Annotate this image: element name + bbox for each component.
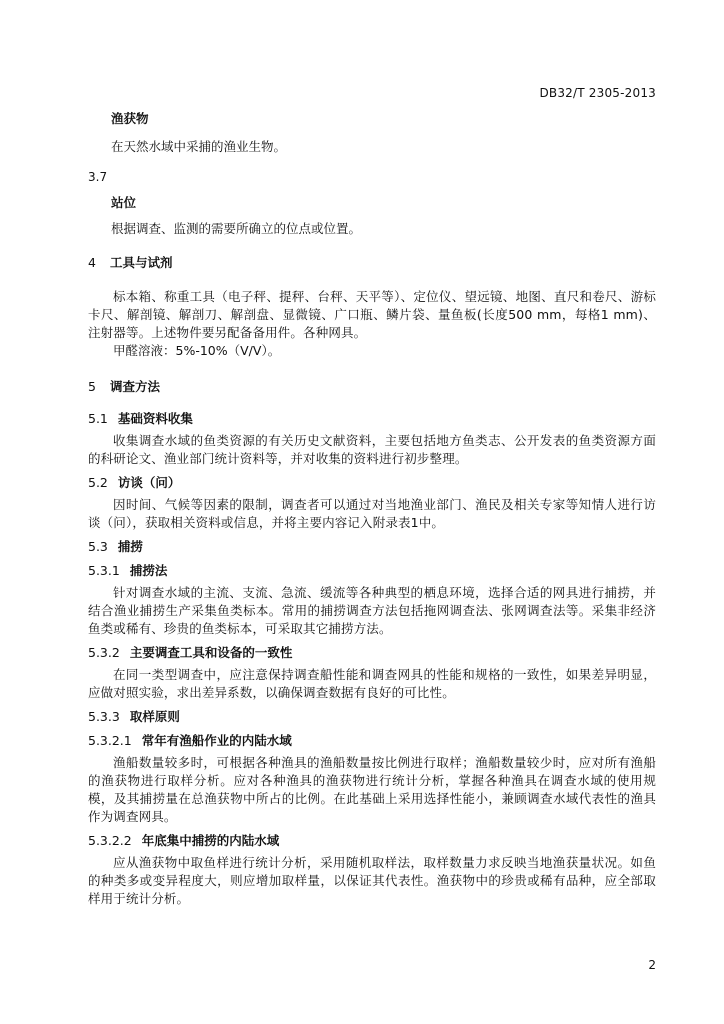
subsection-number: 5.3 <box>88 539 108 554</box>
subsection-title: 基础资料收集 <box>117 411 193 426</box>
subsection-heading <box>88 538 656 556</box>
paragraph: 因时间、气候等因素的限制，调查者可以通过对当地渔业部门、渔民及相关专家等知情人进行访谈（问），获取相关资料或信息，并将主要内容记入附录表1中。 <box>88 497 656 530</box>
subsection-number: 5.3.3 <box>88 709 120 724</box>
paragraph: 收集调查水域的鱼类资源的有关历史文献资料，主要包括地方鱼类志、公开发表的鱼类资源方面的科研论文、渔业部门统计资料等，并对收集的资料进行初步整理。 <box>88 433 656 466</box>
paragraph: 针对调查水域的主流、支流、急流、缓流等各种典型的栖息环境，选择合适的网具进行捕捞，并结合渔业捕捞生产采集鱼类标本。常用的捕捞调查方法包括拖网调查法、张网调查法等。采集非经济鱼类或稀有、珍贵的鱼类标本，可采取其它捕捞方法。 <box>88 585 656 636</box>
term-definition: 根据调查、监测的需要所确立的位点或位置。 <box>111 221 362 236</box>
subsection-heading <box>88 708 656 726</box>
paragraph: 渔船数量较多时，可根据各种渔具的渔船数量按比例进行取样；渔船数量较少时，应对所有渔船的渔获物进行取样分析。应对各种渔具的渔获物进行统计分析，掌握各种渔具在调查水域的使用规模，及其捕捞量在总渔获物中所占的比例。在此基础上采用选择性能小，兼顾调查水域代表性的渔具作为调查网具。 <box>88 755 656 824</box>
paragraph: 标本箱、称重工具（电子秤、提秤、台秤、天平等）、定位仪、望远镜、地图、直尺和卷尺、游标卡尺、解剖镜、解剖刀、解剖盘、显微镜、广口瓶、鳞片袋、量鱼板(长度500 mm，每格1 mm)、注射器等。上述物件要另配备备用件。各种网具。 <box>88 289 656 340</box>
section-number: 4 <box>88 255 96 270</box>
subsection-heading <box>88 832 656 850</box>
subsection-number: 5.3.2.1 <box>88 733 132 748</box>
subsection-title: 捕捞法 <box>129 563 168 578</box>
term-title: 站位 <box>111 195 137 210</box>
subsection-title: 年底集中捕捞的内陆水域 <box>141 833 280 848</box>
subsection-title: 访谈（问） <box>117 475 181 490</box>
subsection-title: 捕捞 <box>117 539 143 554</box>
subsection-heading <box>88 474 656 492</box>
document-number: DB32/T 2305-2013 <box>539 86 656 100</box>
section-heading <box>88 378 656 396</box>
subsection-number: 5.3.1 <box>88 563 120 578</box>
subsection-heading <box>88 644 656 662</box>
paragraph: 在同一类型调查中，应注意保持调查船性能和调查网具的性能和规格的一致性，如果差异明显，应做对照实验，求出差异系数，以确保调查数据有良好的可比性。 <box>88 667 656 700</box>
page-number: 2 <box>648 958 656 972</box>
section-title: 工具与试剂 <box>110 255 173 270</box>
subsection-title: 主要调查工具和设备的一致性 <box>129 645 293 660</box>
term-definition: 在天然水域中采捕的渔业生物。 <box>111 139 287 154</box>
subsection-title: 常年有渔船作业的内陆水域 <box>141 733 292 748</box>
section-number: 5 <box>88 379 96 394</box>
clause-number: 3.7 <box>88 170 108 184</box>
subsection-number: 5.2 <box>88 475 108 490</box>
subsection-number: 5.1 <box>88 411 108 426</box>
subsection-number: 5.3.2.2 <box>88 833 132 848</box>
subsection-title: 取样原则 <box>129 709 180 724</box>
paragraph: 应从渔获物中取鱼样进行统计分析，采用随机取样法，取样数量力求反映当地渔获量状况。如鱼的种类多或变异程度大，则应增加取样量，以保证其代表性。渔获物中的珍贵或稀有品种，应全部取样用于统计分析。 <box>88 855 656 906</box>
subsection-heading <box>88 732 656 750</box>
page-content <box>88 110 656 908</box>
subsection-number: 5.3.2 <box>88 645 120 660</box>
paragraph: 甲醛溶液：5%-10%（V/V）。 <box>113 343 281 358</box>
term-title: 渔获物 <box>111 111 149 126</box>
section-title: 调查方法 <box>110 379 161 394</box>
subsection-heading <box>88 562 656 580</box>
section-heading <box>88 254 656 272</box>
subsection-heading <box>88 410 656 428</box>
